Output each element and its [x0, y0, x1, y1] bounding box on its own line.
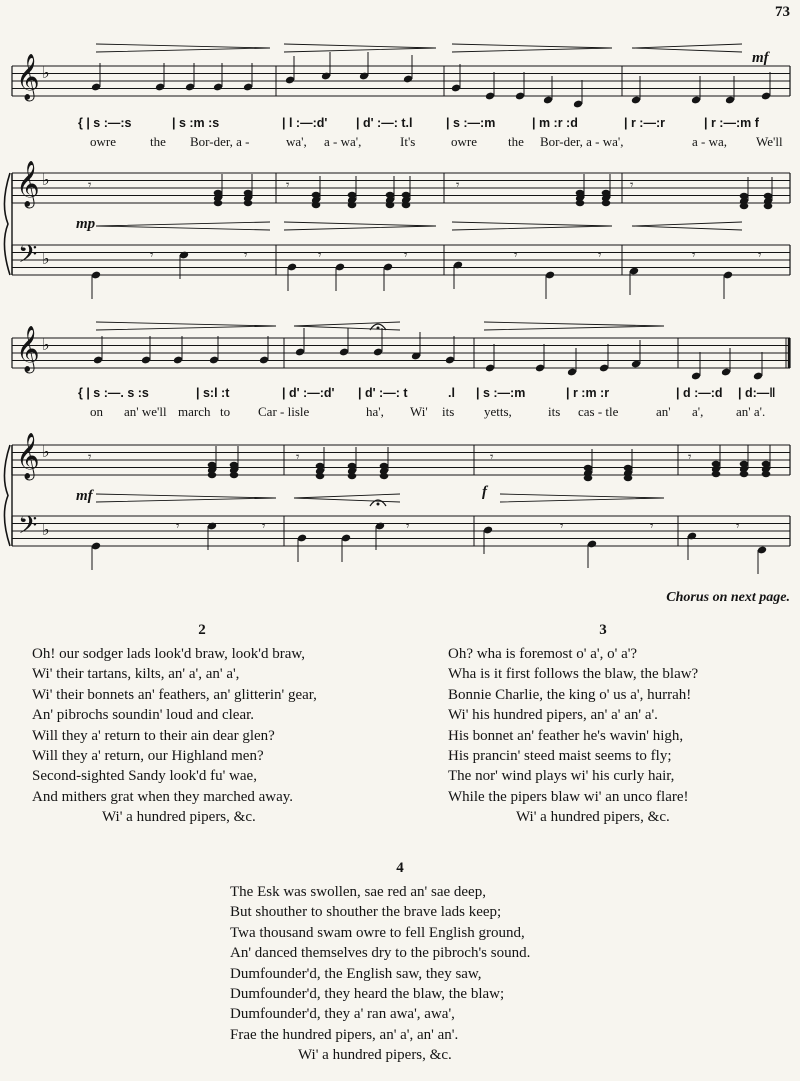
verse-line: The nor' wind plays wi' his curly hair,: [448, 768, 675, 785]
verse-line: Bonnie Charlie, the king o' us a', hurrah!: [448, 686, 692, 703]
lyric-word: to: [220, 404, 231, 419]
rest: 𝄾: [598, 248, 602, 263]
lyric-word: an' we'll: [124, 404, 167, 419]
lyric-word: a',: [692, 404, 704, 419]
rest: 𝄾: [758, 248, 762, 263]
solfa-group: { | s :—. s :s: [78, 386, 149, 400]
hairpin: [500, 494, 664, 502]
notehead: [386, 192, 395, 198]
verse-line: Wi' their bonnets an' feathers, an' glitterin' gear,: [32, 686, 317, 703]
verse-line: An' pibrochs soundin' loud and clear.: [32, 707, 255, 724]
lyric-word: Car - lisle: [258, 404, 310, 419]
hairpin: [284, 222, 436, 230]
rest: 𝄾: [514, 248, 518, 263]
fermata: [377, 327, 380, 330]
notehead: [214, 200, 223, 206]
notehead: [712, 461, 721, 467]
verse-line: An' danced themselves dry to the pibroch's sound.: [230, 945, 531, 962]
verse-line: Wha is it first follows the blaw, the blaw?: [448, 666, 699, 683]
solfa-group: .l: [448, 386, 455, 400]
rest: 𝄾: [150, 248, 154, 263]
solfa-group: | s :m :s: [172, 116, 220, 130]
lyric-word: cas - tle: [578, 404, 619, 419]
rest: 𝄾: [404, 248, 408, 263]
verse-refrain: Wi' a hundred pipers, &c.: [516, 809, 670, 826]
lyric-word: an': [656, 404, 671, 419]
solfa-group: | m :r :d: [532, 116, 578, 130]
rest: 𝄾: [650, 519, 654, 534]
lyric-word: Bor-der, a -: [190, 134, 250, 149]
rest: 𝄾: [456, 178, 460, 193]
verse-line: Frae the hundred pipers, an' a', an' an'.: [230, 1026, 459, 1043]
rest: 𝄾: [736, 519, 740, 534]
lyric-word: the: [508, 134, 524, 149]
solfa-group: | r :—:r: [624, 116, 665, 130]
verse-2: [32, 620, 412, 828]
verse-line: Dumfounder'd, they a' ran awa', awa',: [230, 1006, 455, 1023]
grand-staff-brace: [4, 445, 10, 546]
notehead: [348, 192, 357, 198]
lyric-word: a - wa',: [324, 134, 362, 149]
hairpin: [96, 44, 270, 52]
notehead: [348, 202, 357, 208]
solfa-group: | d :—:d: [676, 386, 723, 400]
notehead: [740, 471, 749, 477]
chorus-note: Chorus on next page.: [666, 590, 790, 605]
lyric-word: on: [90, 404, 103, 419]
verse-line: Twa thousand swam owre to fell English ground,: [230, 924, 525, 941]
verse-3: [448, 620, 788, 828]
grand-staff-brace: [4, 173, 10, 275]
solfa-group: | s :—:m: [476, 386, 526, 400]
hairpin: [632, 44, 742, 52]
page-number: 73: [775, 4, 790, 20]
solfa-group: | d' :—: t: [358, 386, 408, 400]
hairpin: [294, 494, 400, 502]
rest: 𝄾: [692, 248, 696, 263]
notehead: [762, 471, 771, 477]
notehead: [348, 463, 357, 469]
verse-line: His bonnet an' feather he's wavin' high,: [448, 727, 684, 744]
rest: 𝄾: [88, 450, 92, 465]
notehead: [740, 461, 749, 467]
hairpin: [96, 494, 276, 502]
verse-number: 4: [396, 860, 404, 876]
verse-line: Will they a' return to their ain dear glen?: [32, 727, 275, 744]
hairpin: [96, 322, 276, 330]
lyric-word: ha',: [366, 404, 384, 419]
hairpin: [484, 322, 664, 330]
notehead: [380, 473, 389, 479]
key-flat: ♭: [42, 335, 50, 354]
treble-clef: 𝄞: [16, 326, 40, 372]
hairpin: [452, 222, 612, 230]
solfa-group: | s:l :t: [196, 386, 230, 400]
solfa-group: | d' :—:d': [282, 386, 335, 400]
notehead: [230, 472, 239, 478]
notehead: [740, 203, 749, 209]
notehead: [316, 463, 325, 469]
solfa-group: | r :—:m f: [704, 116, 759, 130]
notehead: [576, 200, 585, 206]
notehead: [208, 462, 217, 468]
solfa-group: { | s :—:s: [78, 116, 132, 130]
notehead: [208, 472, 217, 478]
notehead: [230, 462, 239, 468]
notehead: [244, 190, 253, 196]
verse-line: Will they a' return, our Highland men?: [32, 748, 264, 765]
notehead: [584, 475, 593, 481]
bass-clef: 𝄢: [18, 240, 38, 275]
notehead: [214, 190, 223, 196]
rest: 𝄾: [560, 519, 564, 534]
rest: 𝄾: [318, 248, 322, 263]
lyric-line-1: [0, 134, 800, 152]
fermata: [377, 503, 380, 506]
notehead: [624, 475, 633, 481]
verse-line: Dumfounder'd, they heard the blaw, the blaw;: [230, 986, 505, 1003]
verse-line: But shouther to shouther the brave lads keep;: [230, 904, 502, 921]
solfa-group: | s :—:m: [446, 116, 496, 130]
treble-clef: 𝄞: [16, 54, 40, 100]
notehead: [576, 190, 585, 196]
solfa-group: | d:—‖: [738, 386, 776, 400]
treble-clef: 𝄞: [16, 433, 40, 479]
notehead: [764, 193, 773, 199]
notehead: [762, 461, 771, 467]
notehead: [740, 193, 749, 199]
key-flat: ♭: [42, 63, 50, 82]
bass-clef: 𝄢: [18, 511, 38, 546]
hairpin: [452, 44, 612, 52]
notehead: [602, 200, 611, 206]
key-flat: ♭: [42, 170, 50, 189]
key-flat: ♭: [42, 442, 50, 461]
lyric-word: owre: [90, 134, 116, 149]
hairpin: [632, 222, 742, 230]
lyric-line-2: [0, 404, 800, 422]
verse-refrain: Wi' a hundred pipers, &c.: [298, 1047, 452, 1064]
notehead: [624, 465, 633, 471]
verse-number: 2: [198, 622, 206, 638]
verse-line: His prancin' steed maist seems to fly;: [448, 748, 672, 765]
lyric-word: wa',: [286, 134, 307, 149]
verse-line: Wi' his hundred pipers, an' a' an' a'.: [448, 707, 658, 724]
notehead: [316, 473, 325, 479]
lyric-word: an' a'.: [736, 404, 766, 419]
dynamic-marking: mp: [76, 216, 96, 232]
rest: 𝄾: [176, 519, 180, 534]
verse-line: And mithers grat when they marched away.: [32, 788, 294, 805]
treble-clef: 𝄞: [16, 161, 40, 207]
verse-line: Dumfounder'd, the English saw, they saw,: [230, 965, 482, 982]
key-flat: ♭: [42, 520, 50, 539]
notehead: [312, 192, 321, 198]
lyric-word: the: [150, 134, 166, 149]
verse-4: [230, 858, 630, 1066]
solfa-line-2: [0, 386, 800, 404]
notehead: [380, 463, 389, 469]
lyric-word: Wi': [410, 404, 428, 419]
rest: 𝄾: [406, 519, 410, 534]
hairpin: [96, 222, 270, 230]
lyric-word: a - wa,: [692, 134, 728, 149]
lyric-word: It's: [400, 134, 416, 149]
hairpin: [284, 44, 436, 52]
rest: 𝄾: [244, 248, 248, 263]
notehead: [386, 202, 395, 208]
rest: 𝄾: [630, 178, 634, 193]
solfa-group: | l :—:d': [282, 116, 328, 130]
verse-refrain: Wi' a hundred pipers, &c.: [102, 809, 256, 826]
rest: 𝄾: [688, 450, 692, 465]
solfa-line-1: [0, 116, 800, 134]
notehead: [764, 203, 773, 209]
lyric-word: We'll: [756, 134, 783, 149]
hairpin: [294, 322, 400, 330]
notehead: [602, 190, 611, 196]
dynamic-marking: f: [482, 484, 487, 500]
notehead: [584, 465, 593, 471]
solfa-group: | r :m :r: [566, 386, 610, 400]
verse-line: Oh! our sodger lads look'd braw, look'd braw,: [32, 646, 305, 662]
rest: 𝄾: [262, 519, 266, 534]
verse-line: The Esk was swollen, sae red an' sae deep,: [230, 884, 486, 900]
dynamic-marking: mf: [76, 488, 93, 504]
key-flat: ♭: [42, 249, 50, 268]
rest: 𝄾: [286, 178, 290, 193]
lyric-word: Bor-der, a - wa',: [540, 134, 624, 149]
solfa-group: | d' :—: t.l: [356, 116, 413, 130]
notehead: [348, 473, 357, 479]
lyric-word: its: [548, 404, 561, 419]
rest: 𝄾: [296, 450, 300, 465]
dynamic-marking: mf: [752, 50, 769, 66]
verse-line: Second-sighted Sandy look'd fu' wae,: [32, 768, 257, 785]
verse-number: 3: [599, 622, 607, 638]
notehead: [312, 202, 321, 208]
lyric-word: owre: [451, 134, 477, 149]
rest: 𝄾: [88, 178, 92, 193]
notehead: [244, 200, 253, 206]
verse-line: While the pipers blaw wi' an unco flare!: [448, 788, 689, 805]
verse-line: Oh? wha is foremost o' a', o' a'?: [448, 646, 638, 662]
lyric-word: its: [442, 404, 455, 419]
notehead: [402, 192, 411, 198]
rest: 𝄾: [490, 450, 494, 465]
lyric-word: yetts,: [484, 404, 512, 419]
lyric-word: march: [178, 404, 211, 419]
verse-line: Wi' their tartans, kilts, an' a', an' a',: [32, 666, 240, 683]
notehead: [402, 202, 411, 208]
notehead: [712, 471, 721, 477]
